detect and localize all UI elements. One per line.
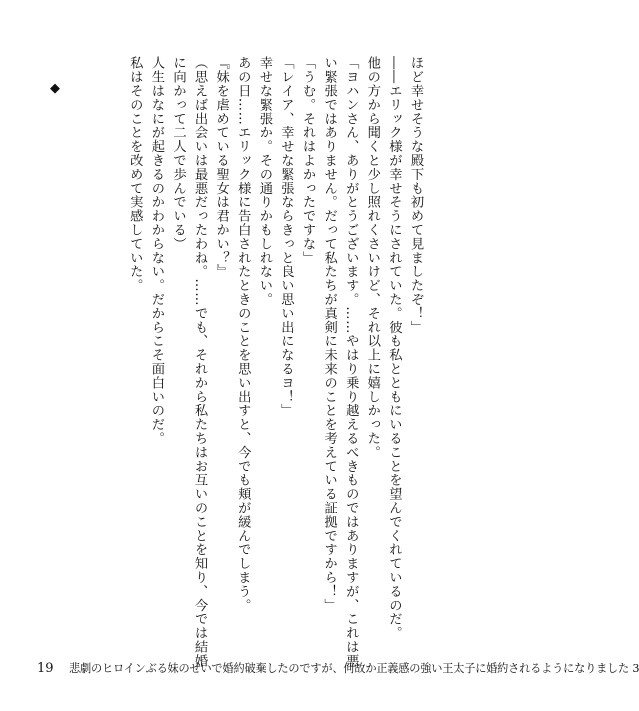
vertical-text-body	[66, 56, 426, 668]
text-line: ほど幸せそうな殿下も初めて見ましたぞ！」	[408, 56, 423, 334]
page-footer	[37, 660, 639, 678]
running-title: 悲劇のヒロインぶる妹のせいで婚約破棄したのですが、何故か正義感の強い王太子に婚約されるようになりました 3	[69, 662, 639, 675]
text-line: い緊張ではありません。だって私たちが真剣に未来のことを考えている証拠ですから！」	[321, 56, 337, 612]
text-line: 「レイア、幸せな緊張ならきっと良い思い出になるヨ！」	[278, 56, 294, 418]
text-line: に向かって二人で歩んでいる）	[170, 56, 186, 251]
text-line: （思えば出会いは最悪だったわね。……でも、それから私たちはお互いのことを知り、今では結婚	[192, 56, 208, 668]
text-line: 他の方から聞くと少し照れくさいけど、それ以上に嬉しかった。	[364, 56, 380, 460]
scene-break-diamond-icon: ◆	[50, 81, 60, 96]
page-number: 19	[37, 661, 54, 676]
text-line: 人生はなにが起きるのかわからない。だからこそ面白いのだ。	[148, 56, 164, 446]
text-line: ――エリック様が幸せそうにされていた。彼も私とともにいることを望んでくれているのだ。	[386, 56, 402, 640]
text-line: 『妹を虐めている聖女は君かい？』	[213, 56, 229, 279]
text-line: あの日……エリック様に告白されたときのことを思い出すと、今でも頬が緩んでしまう。	[235, 56, 251, 612]
text-line: 「ヨハンさん、ありがとうございます。……やはり乗り越えるべきものではありますが、これは悪	[343, 56, 359, 668]
text-line: 「うむ。それはよかったですな」	[300, 56, 316, 265]
text-line: 私はそのことを改めて実感していた。	[127, 56, 143, 293]
text-line: 幸せな緊張か。その通りかもしれない。	[256, 56, 272, 307]
